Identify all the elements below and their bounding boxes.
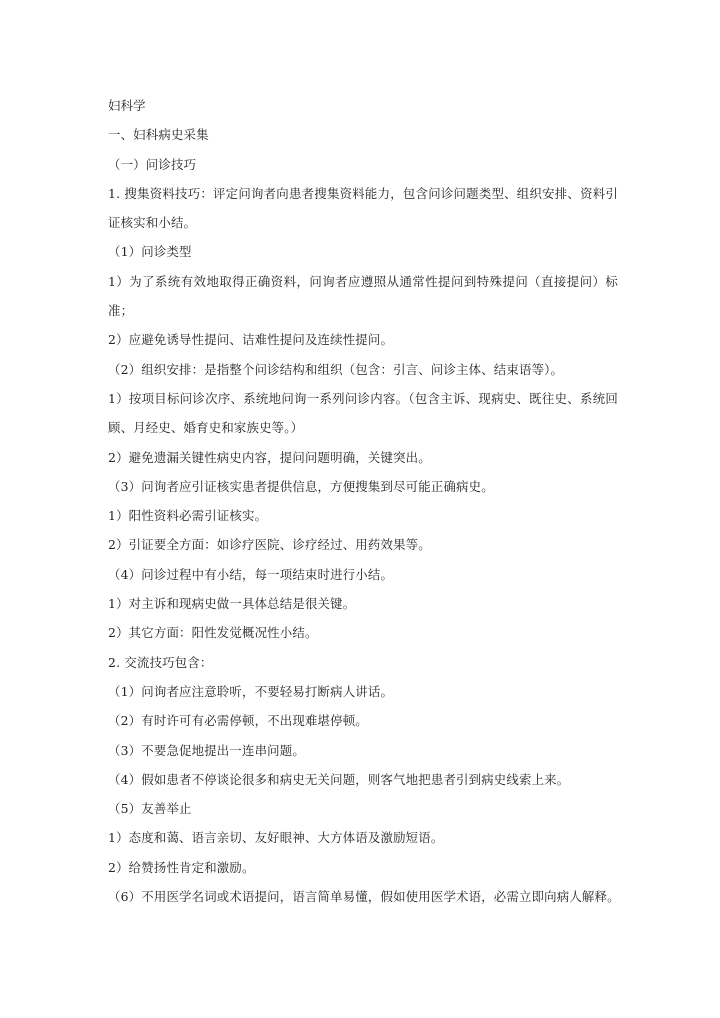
list-item: 1）对主诉和现病史做一具体总结是很关键。 <box>108 596 356 612</box>
list-item: （1）问询者应注意聆听，不要轻易打断病人讲话。 <box>108 683 394 699</box>
list-item: （2）有时许可有必需停顿，不出现难堪停顿。 <box>108 713 368 729</box>
list-heading: （1）问诊类型 <box>108 244 192 260</box>
list-heading: （4）问诊过程中有小结，每一项结束时进行小结。 <box>108 566 394 582</box>
numbered-heading: 2. 交流技巧包含： <box>108 654 213 670</box>
paragraph: 1）为了系统有效地取得正确资料，问询者应遵照从通常性提问到特殊提问（直接提问）标准； <box>108 273 618 319</box>
list-heading: （2）组织安排：是指整个问诊结构和组织（包含：引言、问诊主体、结束语等）。 <box>108 361 564 377</box>
document-title: 妇科学 <box>108 98 146 113</box>
list-item: （4）假如患者不停谈论很多和病史无关问题，则客气地把患者引到病史线索上来。 <box>108 771 570 787</box>
list-item: 2）其它方面：阳性发觉概况性小结。 <box>108 625 318 641</box>
paragraph: 1）按项目标问诊次序、系统地问询一系列问诊内容。（包含主诉、现病史、既往史、系统回顾、月经史、婚育史和家族史等。） <box>108 390 618 436</box>
list-heading: （5）友善举止 <box>108 801 192 817</box>
list-item: 2）给赞扬性肯定和激励。 <box>108 859 255 875</box>
list-item: （3）不要急促地提出一连串问题。 <box>108 742 305 758</box>
paragraph: 1. 搜集资料技巧：评定问询者向患者搜集资料能力，包含问诊问题类型、组织安排、资料引证核实和小结。 <box>108 185 618 231</box>
subsection-heading: （一）问诊技巧 <box>108 156 197 172</box>
list-heading: （3）问询者应引证核实患者提供信息，方便搜集到尽可能正确病史。 <box>108 478 494 494</box>
list-item: 1）阳性资料必需引证核实。 <box>108 508 268 524</box>
list-item: 2）应避免诱导性提问、诘难性提问及连续性提问。 <box>108 332 394 348</box>
document-page <box>108 91 618 911</box>
list-item: 1）态度和蔼、语言亲切、友好眼神、大方体语及激励短语。 <box>108 830 444 846</box>
list-item: 2）避免遗漏关键性病史内容，提问问题明确，关键突出。 <box>108 449 431 465</box>
section-heading: 一、妇科病史采集 <box>108 127 209 143</box>
list-item: （6）不用医学名词或术语提问，语言简单易懂，假如使用医学术语，必需立即向病人解释。 <box>108 889 620 905</box>
list-item: 2）引证要全方面：如诊疗医院、诊疗经过、用药效果等。 <box>108 537 431 553</box>
